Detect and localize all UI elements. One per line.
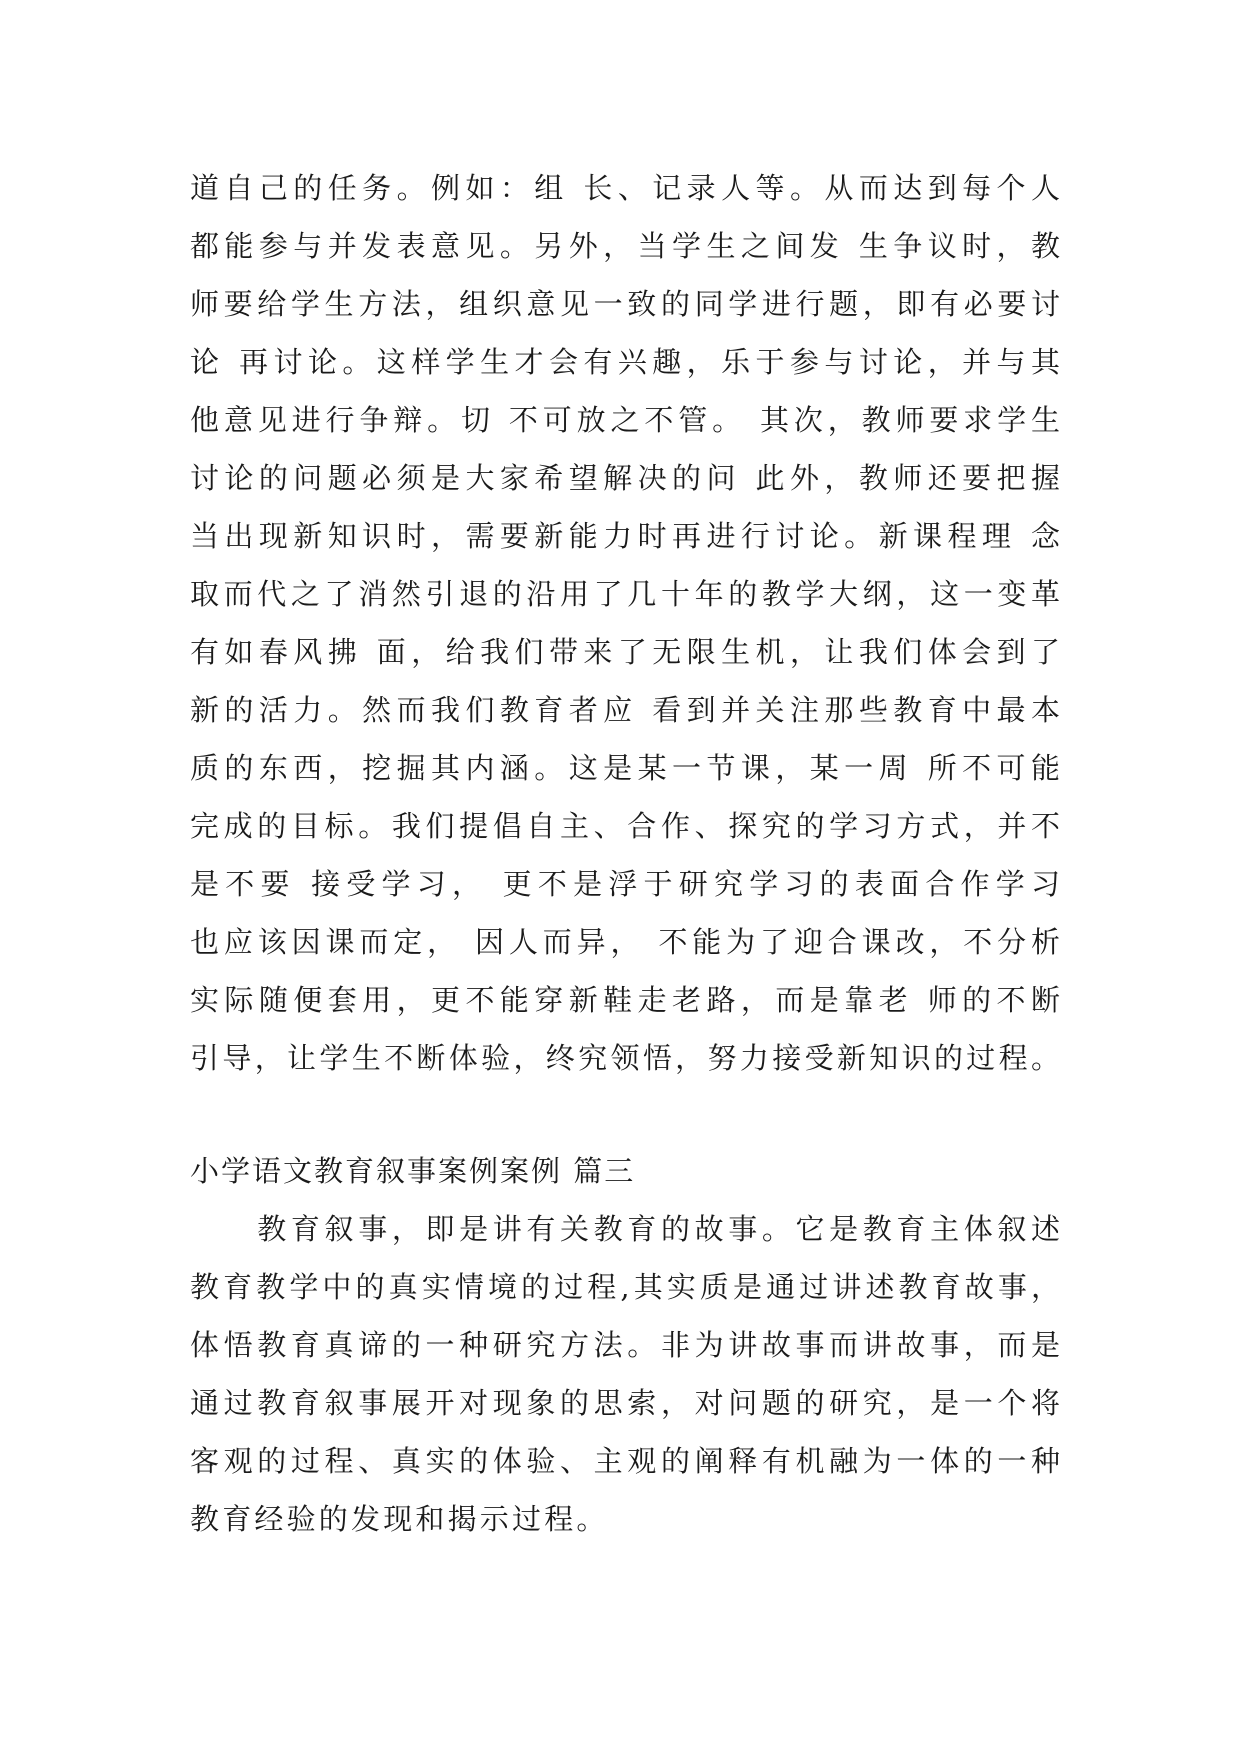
text-line: 质的东西，挖掘其内涵。这是某一节课，某一周 所不可能 <box>190 751 1060 785</box>
text-line: 教育教学中的真实情境的过程,其实质是通过讲述教育故事， <box>190 1270 1060 1304</box>
text-line: 是不要 接受学习， 更不是浮于研究学习的表面合作学习 <box>190 867 1060 901</box>
text-line: 教育经验的发现和揭示过程。 <box>190 1502 609 1536</box>
text-line: 道自己的任务。例如：组 长、记录人等。从而达到每个人 <box>190 171 1060 205</box>
text-line: 客观的过程、真实的体验、主观的阐释有机融为一体的一种 <box>190 1444 1060 1478</box>
text-line: 取而代之了消然引退的沿用了几十年的教学大纲，这一变革 <box>190 577 1060 611</box>
text-line: 他意见进行争辩。切 不可放之不管。 其次，教师要求学生 <box>190 403 1060 437</box>
section-heading: 小学语文教育叙事案例案例 篇三 <box>190 1154 636 1188</box>
text-line: 通过教育叙事展开对现象的思索，对问题的研究，是一个将 <box>190 1386 1060 1420</box>
text-line: 新的活力。然而我们教育者应 看到并关注那些教育中最本 <box>190 693 1060 727</box>
text-line: 也应该因课而定， 因人而异， 不能为了迎合课改，不分析 <box>190 925 1060 959</box>
text-line: 教育叙事，即是讲有关教育的故事。它是教育主体叙述 <box>190 1212 1060 1246</box>
text-line: 师要给学生方法，组织意见一致的同学进行题，即有必要讨 <box>190 287 1060 321</box>
text-line: 实际随便套用，更不能穿新鞋走老路，而是靠老 师的不断 <box>190 983 1060 1017</box>
body-paragraph <box>190 159 1060 1087</box>
text-line: 都能参与并发表意见。另外，当学生之间发 生争议时，教 <box>190 229 1060 263</box>
text-line: 体悟教育真谛的一种研究方法。非为讲故事而讲故事，而是 <box>190 1328 1060 1362</box>
text-line: 当出现新知识时，需要新能力时再进行讨论。新课程理 念 <box>190 519 1060 553</box>
text-line: 讨论的问题必须是大家希望解决的问 此外，教师还要把握 <box>190 461 1060 495</box>
text-line: 引导，让学生不断体验，终究领悟，努力接受新知识的过程。 <box>190 1041 1060 1075</box>
section-paragraph <box>190 1200 1060 1548</box>
text-line: 完成的目标。我们提倡自主、合作、探究的学习方式，并不 <box>190 809 1060 843</box>
text-line: 有如春风拂 面，给我们带来了无限生机，让我们体会到了 <box>190 635 1060 669</box>
text-line: 论 再讨论。这样学生才会有兴趣，乐于参与讨论，并与其 <box>190 345 1060 379</box>
